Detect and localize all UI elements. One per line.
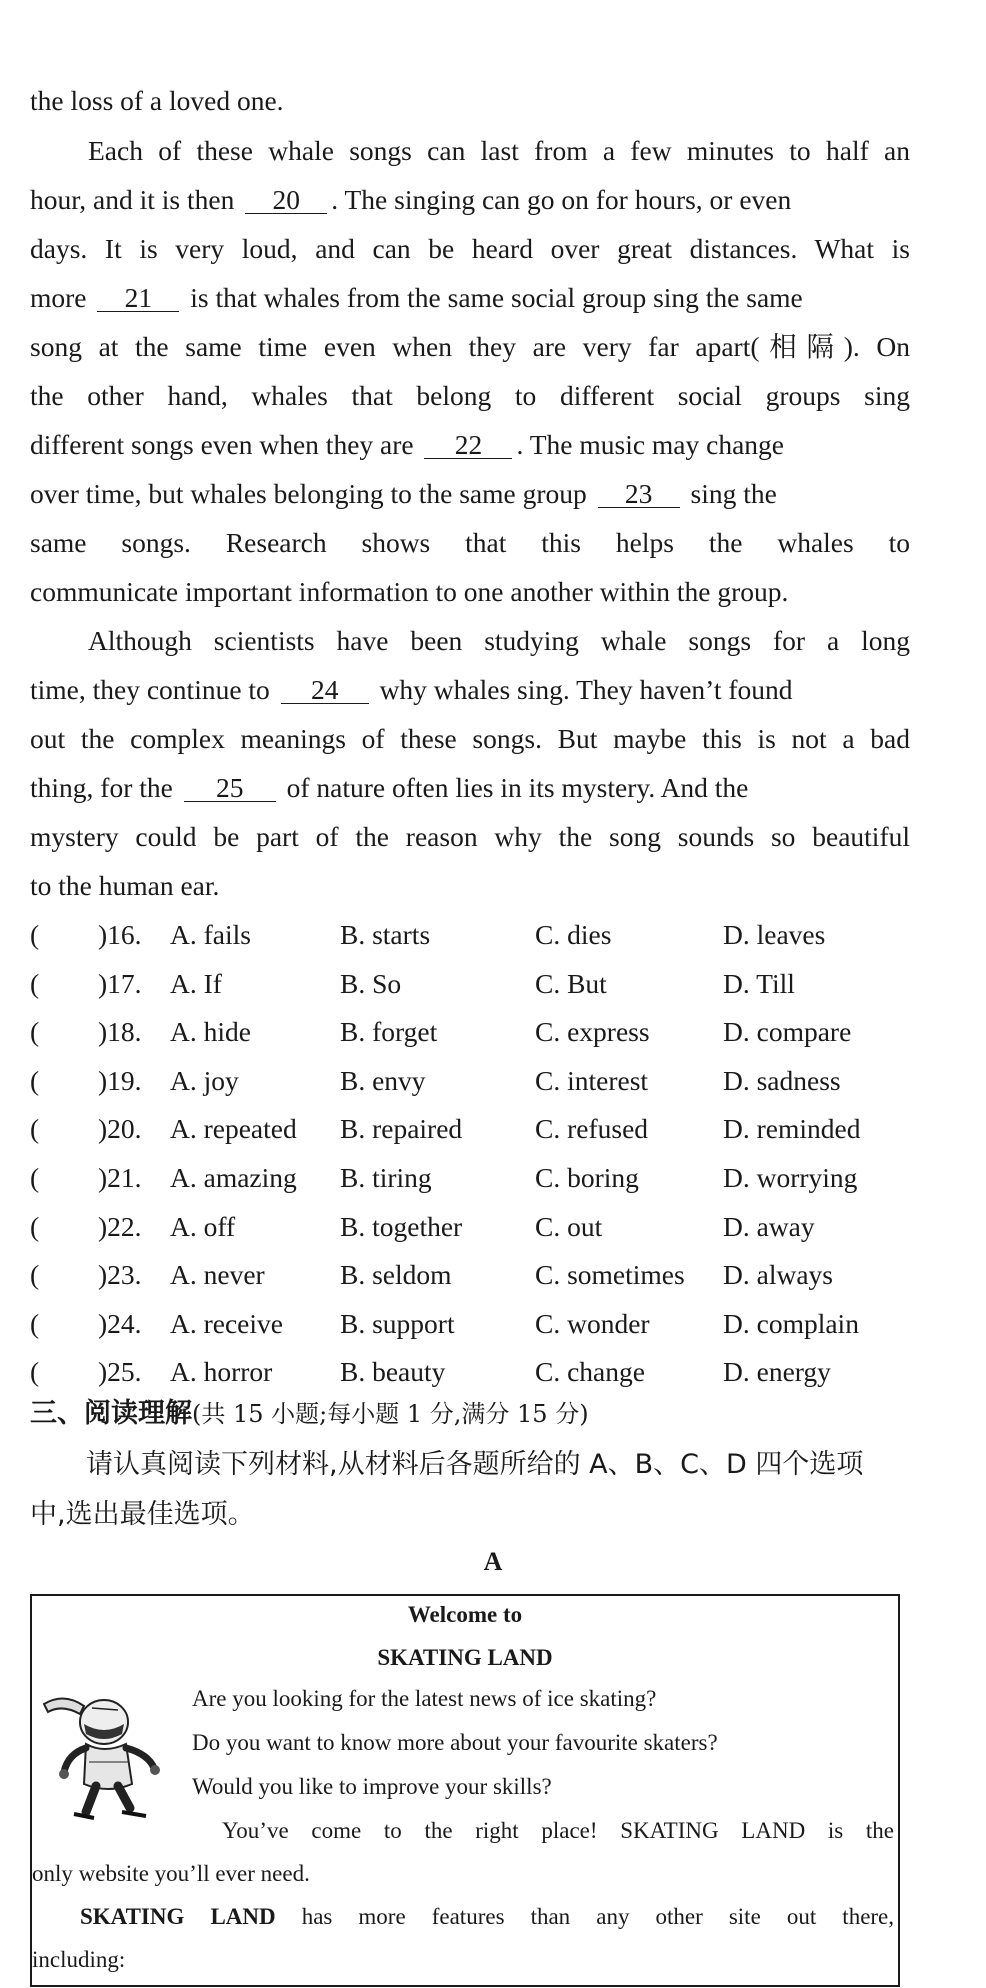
skater-illustration-icon [34, 1684, 174, 1834]
answer-bracket[interactable]: ( [30, 967, 40, 999]
answer-bracket[interactable]: ( [30, 919, 40, 950]
ad-text-span: has more features than any other site out there, [275, 1904, 895, 1929]
ad-text: including: [32, 1947, 126, 1972]
section-heading [30, 1397, 589, 1431]
answer-bracket[interactable]: ( [30, 1113, 40, 1145]
option-d: D. energy [723, 1356, 831, 1388]
option-a: A. fails [170, 919, 251, 950]
ad-text [192, 1816, 894, 1846]
question-number: )24. [98, 1307, 142, 1339]
ad-question: Do you want to know more about your favourite skaters? [192, 1730, 718, 1755]
option-a: A. If [170, 967, 222, 999]
option-b: B. support [340, 1307, 455, 1339]
question-row [30, 1210, 930, 1250]
instruction-line: 中,选出最佳选项。 [30, 1499, 255, 1530]
question-number: )25. [98, 1356, 142, 1388]
option-b: B. tiring [340, 1162, 432, 1193]
option-c: C. express [535, 1016, 650, 1048]
section-title: 三、阅读理解 [30, 1398, 192, 1429]
instruction-line: 请认真阅读下列材料,从材料后各题所给的 A、B、C、D 四个选项 [86, 1449, 864, 1480]
option-a: A. horror [170, 1356, 273, 1388]
passage-line: communicate important information to one another within the group. [30, 576, 789, 607]
option-c: C. change [535, 1356, 645, 1388]
passage-text: more [30, 282, 87, 313]
website-ad-box [30, 1594, 900, 1987]
answer-bracket[interactable]: ( [30, 1307, 40, 1339]
passage-text: different songs even when they are [30, 429, 414, 460]
passage-line: Each of these whale songs can last from a few minutes to half an [88, 135, 910, 166]
passage-line: the other hand, whales that belong to different social groups sing [30, 380, 910, 411]
blank-23[interactable]: 23 [598, 481, 680, 508]
question-row [30, 1258, 930, 1298]
option-d: D. sadness [723, 1064, 841, 1096]
option-d: D. leaves [723, 919, 826, 950]
option-d: D. Till [723, 967, 795, 999]
option-a: A. joy [170, 1064, 239, 1096]
question-number: )18. [98, 1016, 142, 1048]
passage-line: out the complex meanings of these songs. But maybe this is not a bad [30, 723, 910, 754]
passage-text: over time, but whales belonging to the same group [30, 478, 587, 509]
passage-line [30, 281, 910, 315]
option-b: B. beauty [340, 1356, 446, 1388]
option-a: A. hide [170, 1016, 251, 1048]
ad-site-name-inline: SKATING LAND [80, 1904, 276, 1929]
option-d: D. worrying [723, 1162, 858, 1193]
answer-bracket[interactable]: ( [30, 1356, 40, 1388]
ad-title: Welcome to [407, 1602, 523, 1627]
passage-line [30, 673, 910, 707]
ad-question: Would you like to improve your skills? [192, 1774, 552, 1799]
question-number: )22. [98, 1210, 142, 1242]
passage-line [30, 428, 910, 462]
passage-line [30, 771, 910, 805]
passage-text: of nature often lies in its mystery. And the [286, 772, 749, 803]
option-b: B. together [340, 1210, 463, 1242]
passage-line: same songs. Research shows that this helps the whales to [30, 527, 910, 558]
passage-text: the loss of a loved one. [30, 85, 284, 116]
passage-text: time, they continue to [30, 674, 270, 705]
passage-line: mystery could be part of the reason why the song sounds so beautiful [30, 821, 910, 852]
option-d: D. away [723, 1210, 815, 1242]
option-d: D. reminded [723, 1113, 861, 1145]
option-c: C. refused [535, 1113, 649, 1145]
part-label: A [483, 1547, 503, 1576]
passage-text: thing, for the [30, 772, 173, 803]
passage-text: . The music may change [516, 429, 785, 460]
passage-line: song at the same time even when they are very far apart(相隔). On [30, 331, 910, 362]
ad-site-name: SKATING LAND [377, 1645, 553, 1670]
blank-21[interactable]: 21 [97, 285, 179, 312]
option-a: A. amazing [170, 1162, 297, 1193]
question-row [30, 1161, 930, 1201]
question-number: )19. [98, 1064, 142, 1096]
question-number: )17. [98, 967, 142, 999]
option-a: A. receive [170, 1307, 283, 1339]
option-c: C. dies [535, 919, 612, 950]
question-number: )20. [98, 1113, 142, 1145]
option-d: D. complain [723, 1307, 859, 1339]
passage-line: Although scientists have been studying whale songs for a long [88, 625, 910, 656]
option-b: B. repaired [340, 1113, 463, 1145]
passage-text: why whales sing. They haven’t found [379, 674, 793, 705]
ad-question: Are you looking for the latest news of ice skating? [192, 1686, 657, 1711]
question-row [30, 1355, 930, 1395]
question-number: )23. [98, 1259, 142, 1291]
answer-bracket[interactable]: ( [30, 1064, 40, 1096]
option-c: C. wonder [535, 1307, 650, 1339]
option-d: D. always [723, 1259, 833, 1291]
blank-22[interactable]: 22 [424, 432, 512, 459]
passage-line: days. It is very loud, and can be heard over great distances. What is [30, 233, 910, 264]
option-a: A. never [170, 1259, 265, 1291]
passage-text: hour, and it is then [30, 184, 235, 215]
option-a: A. repeated [170, 1113, 297, 1145]
option-b: B. envy [340, 1064, 426, 1096]
blank-20[interactable]: 20 [245, 187, 327, 214]
passage-line: to the human ear. [30, 870, 220, 901]
section-subtitle: (共 15 小题;每小题 1 分,满分 15 分) [192, 1400, 589, 1428]
option-b: B. starts [340, 919, 431, 950]
option-a: A. off [170, 1210, 236, 1242]
option-c: C. But [535, 967, 607, 999]
passage-line [30, 84, 910, 118]
option-c: C. out [535, 1210, 603, 1242]
option-c: C. interest [535, 1064, 649, 1096]
question-row [30, 1015, 930, 1055]
option-b: B. So [340, 967, 402, 999]
option-b: B. seldom [340, 1259, 452, 1291]
question-row [30, 1307, 930, 1347]
blank-24[interactable]: 24 [281, 677, 369, 704]
question-row [30, 967, 930, 1007]
ad-text [32, 1902, 894, 1932]
question-row [30, 1064, 930, 1104]
answer-bracket[interactable]: ( [30, 1210, 40, 1242]
option-c: C. sometimes [535, 1259, 685, 1291]
answer-bracket[interactable]: ( [30, 1162, 40, 1193]
passage-text: sing the [690, 478, 777, 509]
question-number: )16. [98, 919, 142, 950]
passage-text: is that whales from the same social group sing the same [190, 282, 803, 313]
answer-bracket[interactable]: ( [30, 1016, 40, 1048]
option-d: D. compare [723, 1016, 852, 1048]
question-number: )21. [98, 1162, 142, 1193]
option-b: B. forget [340, 1016, 438, 1048]
question-row [30, 1112, 930, 1152]
option-c: C. boring [535, 1162, 639, 1193]
blank-25[interactable]: 25 [184, 775, 276, 802]
passage-line [30, 183, 910, 217]
answer-bracket[interactable]: ( [30, 1259, 40, 1291]
passage-text: . The singing can go on for hours, or even [331, 184, 792, 215]
passage-line [30, 477, 910, 511]
ad-text-span: You’ve come to the right place! SKATING LAND is the [222, 1818, 894, 1843]
question-row [30, 918, 930, 958]
ad-text: only website you’ll ever need. [32, 1861, 310, 1886]
